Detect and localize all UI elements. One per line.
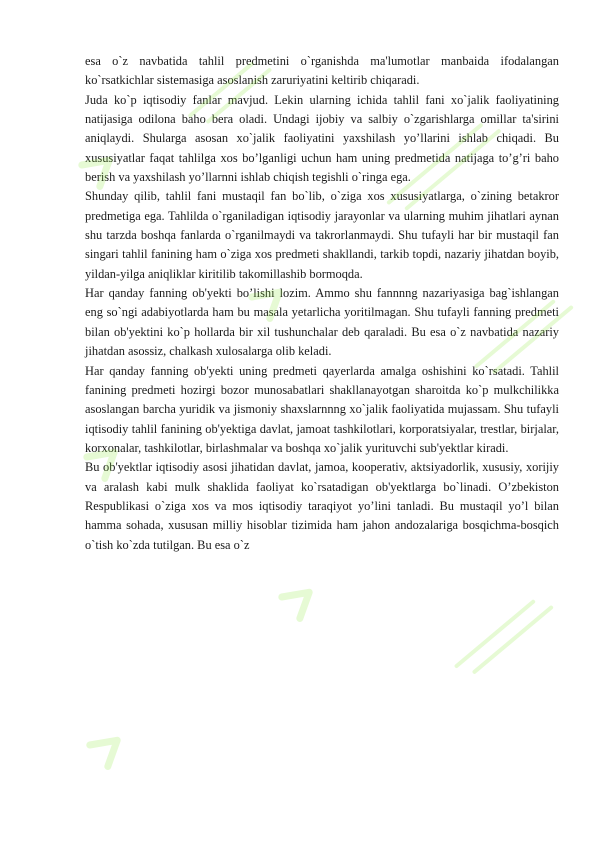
- paragraph-2: Juda ko`p iqtisodiy fanlar mavjud. Lekin ularning ichida tahlil fani xo`jalik faoliyatining natijasiga odilona baho bera oladi. Undagi ijobiy va salbiy o`zgarishlarga omillar ta'sirini aniqlaydi. Shularga asosan xo`jalik faoliyatini yaxshilash yo’llarini ishlab chiqadi. Bu xususiyatlar faqat tahlilga xos bo’lganligi uchun ham uning predmetida natijaga to’g’ri baho berish va yaxshilash yo’llarnni ishlab chiqish tegishli o`ringa ega.: [85, 92, 559, 185]
- paragraph-1: esa o`z navbatida tahlil predmetini o`rganishda ma'lumotlar manbaida ifodalangan ko`rsatkichlar sistemasiga asoslanish zaruriyatini keltirib chiqaradi.: [85, 54, 559, 88]
- watermark-mark: [90, 730, 126, 767]
- paragraph-3: Shunday qilib, tahlil fani mustaqil fan bo`lib, o`ziga xos xususiyatlarga, o`zining betakror predmetiga ega. Tahlilda o`rganiladigan iqtisodiy jarayonlar va ularning muhim jihatlari aynan shu tarzda boshqa fanlarda o`rganilmaydi va takrorlanmaydi. Shu tufayli har bir mustaqil fan singari tahlil fanining ham o`ziga xos predmeti shakllandi, tarkib topdi, nazariy jihatdan boyib, yildan-yilga aniqliklar kiritilib takomillashib bormoqda.: [85, 189, 559, 281]
- paragraph-6: Bu ob'yektlar iqtisodiy asosi jihatidan davlat, jamoa, kooperativ, aktsiyadorlik, xususiy, xorijiy va aralash kabi mulk shaklida faoliyat ko`rsatadigan ob'yektlarga bo`linadi. O’zbekiston Respublikasi o`ziga xos va mos iqtisodiy taraqiyot yo’lini tanladi. Bu mustaqil yo’l bilan hamma sohada, xususan milliy hisoblar tizimida ham jahon andozalariga bosqichma-bosqich o`tish ko`zda tutilgan. Bu esa o`z: [85, 460, 559, 552]
- paragraph-4: Har qanday fanning ob'yekti bo’lishi lozim. Ammo shu fannnng nazariyasiga bag`ishlangan eng so`ngi adabiyotlarda ham bu masala yetarlicha yoritilmagan. Shu tufayli fanning predmeti bilan ob'yektini ko`p hollarda bir xil tushunchalar deb qaraladi. Bu esa o`z navbatida nazariy jihatdan asossiz, chalkash xulosalarga olib keladi.: [85, 286, 559, 359]
- paragraph-5: Har qanday fanning ob'yekti uning predmeti qayerlarda amalga oshishini ko`rsatadi. Tahlil fanining predmeti hozirgi bozor munosabatlari shakllanayotgan sharoitda ko`p mulkchilikka asoslangan barcha yuridik va jismoniy shaxslarnnng xo`jalik faoliyatida mujassam. Shu tufayli iqtisodiy tahlil fanining ob'yektiga davlat, jamoat tashkilotlari, korporatsiyalar, trestlar, birjalar, korxonalar, tashkilotlar, birlashmalar va boshqa xo`jalik yurituvchi sub'yektlar kiradi.: [85, 363, 559, 455]
- document-body: [85, 52, 559, 555]
- watermark-mark: [282, 582, 318, 619]
- watermark-mark: [457, 595, 552, 678]
